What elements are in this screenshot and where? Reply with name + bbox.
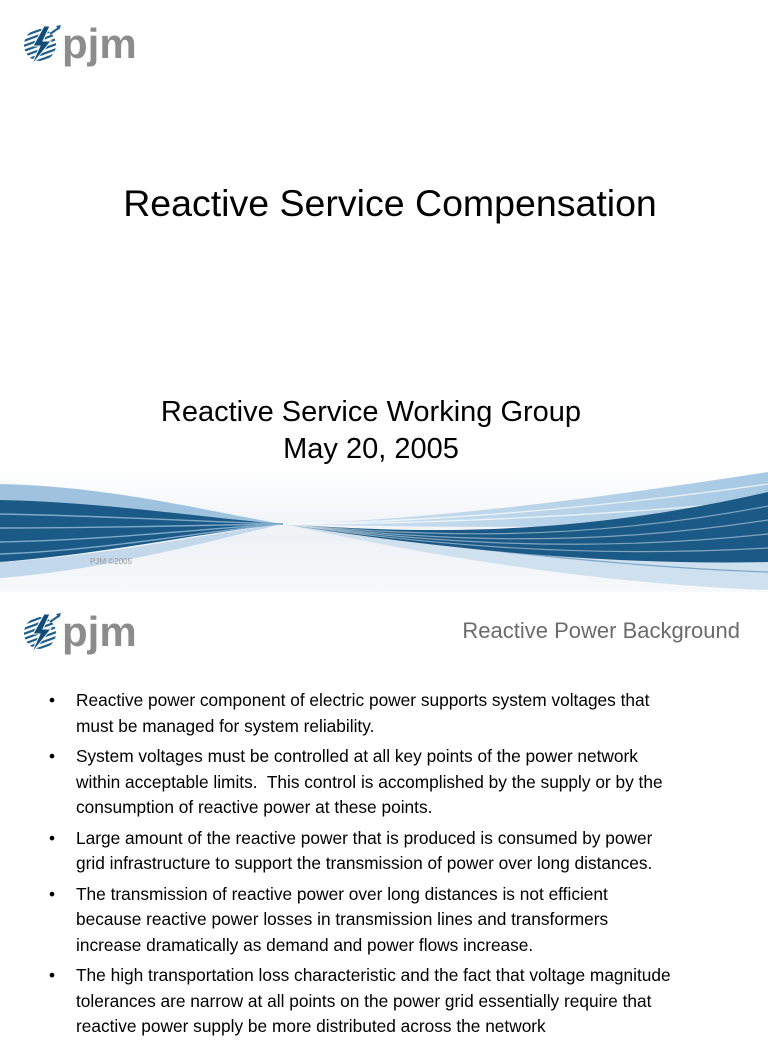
bullet-marker: • bbox=[48, 690, 56, 710]
pjm-globe-bolt-icon bbox=[18, 610, 62, 656]
subtitle-group-name: Reactive Service Working Group bbox=[160, 396, 582, 428]
slide-title: Reactive Service Compensation bbox=[123, 182, 657, 224]
bullet-line: tolerances are narrow at all points on the power grid essentially require that bbox=[76, 990, 652, 1011]
bullet-item bbox=[48, 688, 746, 739]
logo-wordmark: pjm bbox=[62, 20, 137, 67]
bullet-item bbox=[48, 744, 746, 821]
bullet-line: Reactive power component of electric power supports system voltages that bbox=[76, 690, 650, 710]
bullet-item bbox=[48, 963, 746, 1036]
bullet-line: The transmission of reactive power over long distances is not efficient bbox=[76, 883, 608, 904]
bullet-marker: • bbox=[48, 965, 56, 985]
bullet-line: increase dramatically as demand and power flows increase. bbox=[76, 934, 534, 955]
pjm-logo bbox=[16, 608, 138, 660]
bullet-marker: • bbox=[48, 883, 56, 904]
bullet-item bbox=[48, 882, 746, 959]
bullet-line: within acceptable limits. This control is accomplished by the supply or by the bbox=[76, 771, 663, 792]
bullet-marker: • bbox=[48, 746, 56, 766]
bullet-line: grid infrastructure to support the transmission of power over long distances. bbox=[76, 853, 653, 873]
bullet-marker: • bbox=[48, 827, 56, 848]
slide-2 bbox=[0, 594, 768, 1036]
bullet-line: must be managed for system reliability. bbox=[76, 715, 375, 736]
bullet-line: Large amount of the reactive power that is produced is consumed by power bbox=[76, 827, 653, 848]
bullet-line: System voltages must be controlled at all key points of the power network bbox=[76, 746, 638, 766]
pjm-logo bbox=[16, 20, 138, 72]
bullet-list bbox=[48, 688, 746, 1036]
pjm-globe-bolt-icon bbox=[18, 22, 62, 68]
bullet-line: because reactive power losses in transmission lines and transformers bbox=[76, 909, 609, 929]
copyright-footer: PJM ©2005 bbox=[90, 557, 132, 566]
logo-wordmark: pjm bbox=[62, 608, 137, 655]
subtitle-date: May 20, 2005 bbox=[283, 433, 459, 465]
slide-heading: Reactive Power Background bbox=[462, 618, 740, 643]
wave-graphic bbox=[0, 470, 768, 592]
bullet-line: The high transportation loss characteristic and the fact that voltage magnitude bbox=[76, 965, 671, 985]
bullet-line: reactive power supply be more distributed across the network bbox=[76, 1016, 546, 1036]
bullet-line: consumption of reactive power at these points. bbox=[76, 797, 433, 817]
slide-subtitle bbox=[0, 394, 742, 468]
bullet-item bbox=[48, 826, 746, 877]
